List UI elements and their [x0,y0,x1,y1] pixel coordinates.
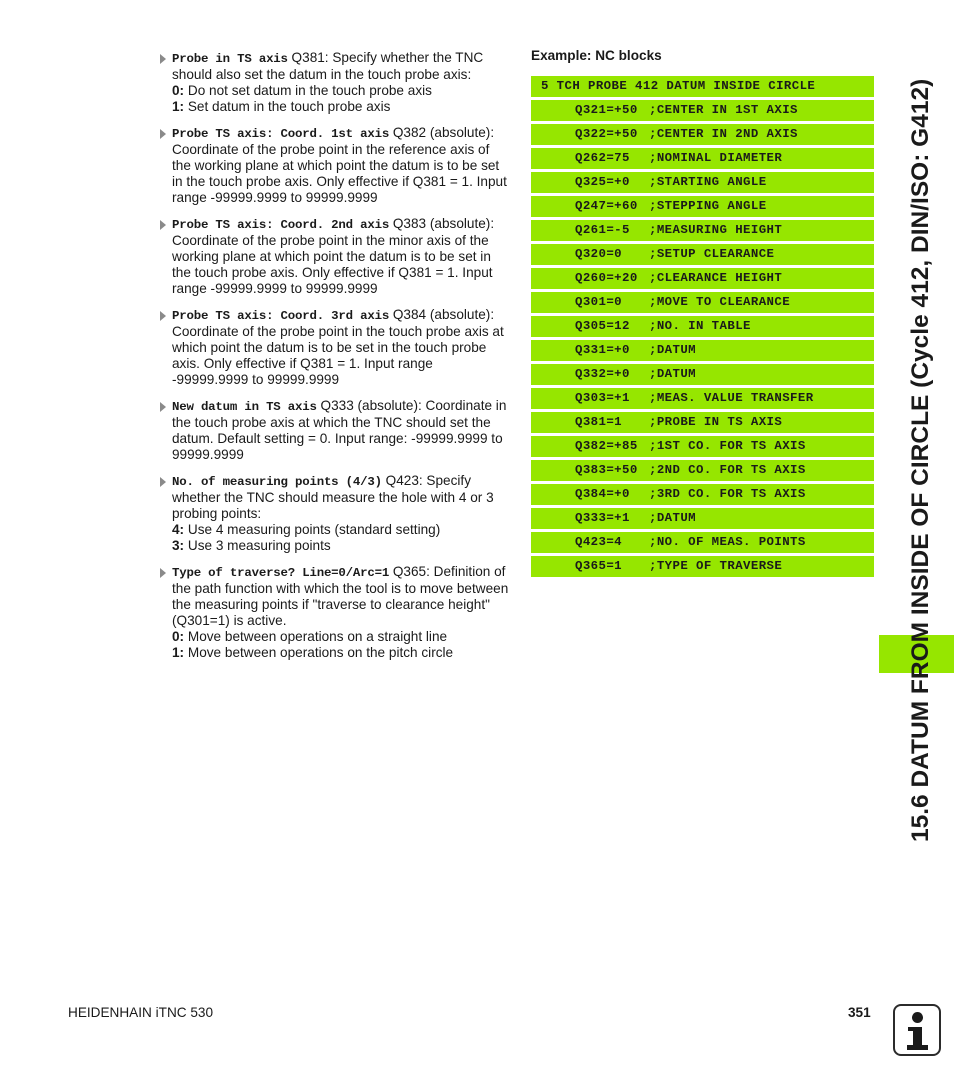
option-key: 1: [172,645,185,660]
nc-line [531,436,874,457]
nc-header-line: 5 TCH PROBE 412 DATUM INSIDE CIRCLE [531,76,874,97]
param-measuring-points [160,473,512,554]
param-option [172,629,512,645]
nc-line [531,388,874,409]
triangle-bullet-icon [160,129,166,139]
nc-code: Q303=+1 [575,391,630,405]
nc-line [531,460,874,481]
option-text: Move between operations on a straight line [184,629,448,644]
nc-code: Q331=+0 [575,343,630,357]
nc-line [531,172,874,193]
nc-line [531,532,874,553]
example-title: Example: NC blocks [531,48,662,63]
nc-code: Q321=+50 [575,103,638,117]
param-name: Probe TS axis: Coord. 2nd axis [172,218,390,232]
chapter-side-title [898,42,944,842]
option-key: 0: [172,629,185,644]
param-coord-2nd-axis [160,216,512,297]
param-name: Probe TS axis: Coord. 3rd axis [172,309,390,323]
triangle-bullet-icon [160,568,166,578]
param-coord-3rd-axis [160,307,512,388]
param-desc: Q333 (absolute): Coordinate in the touch probe axis at which the TNC should set the datum. Default setting = 0. Input range: -99999.9999 to 99999.9999 [172,398,507,462]
nc-line [531,316,874,337]
nc-comment: ;NOMINAL DIAMETER [649,151,783,165]
nc-code: Q322=+50 [575,127,638,141]
nc-line [531,556,874,577]
nc-comment: ;1ST CO. FOR TS AXIS [649,439,806,453]
nc-line [531,196,874,217]
option-key: 3: [172,538,185,553]
nc-comment: ;MEASURING HEIGHT [649,223,783,237]
param-name: No. of measuring points (4/3) [172,475,382,489]
triangle-bullet-icon [160,311,166,321]
option-key: 0: [172,83,185,98]
page-number: 351 [848,1005,871,1020]
nc-comment: ;SETUP CLEARANCE [649,247,775,261]
nc-comment: ;PROBE IN TS AXIS [649,415,783,429]
param-type-of-traverse [160,564,512,661]
nc-line [531,244,874,265]
nc-line [531,484,874,505]
triangle-bullet-icon [160,402,166,412]
nc-comment: ;MEAS. VALUE TRANSFER [649,391,814,405]
nc-code: Q383=+50 [575,463,638,477]
param-desc: Q384 (absolute): Coordinate of the probe point in the touch probe axis at which point the datum is to be set in the touch probe axis. Only effective if Q381 = 1. Input range -99999.9999 to 99999.9999 [172,307,504,387]
param-name: New datum in TS axis [172,400,317,414]
param-desc: Q381: Specify whether the TNC should also set the datum in the touch probe axis: [172,50,484,82]
nc-code: Q333=+1 [575,511,630,525]
option-text: Set datum in the touch probe axis [184,99,391,114]
param-name: Probe in TS axis [172,52,288,66]
nc-comment: ;DATUM [649,343,697,357]
nc-code: Q260=+20 [575,271,638,285]
param-desc: Q365: Definition of the path function with which the tool is to move between the measuring points if "traverse to clearance height" (Q301=1) is active. [172,564,509,628]
nc-code: Q423=4 [575,535,623,549]
nc-line [531,124,874,145]
nc-comment: ;CLEARANCE HEIGHT [649,271,783,285]
nc-code: Q384=+0 [575,487,630,501]
nc-line [531,508,874,529]
nc-comment: ;NO. IN TABLE [649,319,751,333]
nc-line [531,268,874,289]
nc-lines [531,100,874,577]
param-name: Type of traverse? Line=0/Arc=1 [172,566,390,580]
param-desc: Q382 (absolute): Coordinate of the probe point in the reference axis of the working plane at which point the datum is to be set in the touch probe axis. Only effective if Q381 = 1. Input range -99999.9999 to 99999.9999 [172,125,507,205]
nc-line [531,340,874,361]
info-icon [893,1004,941,1056]
nc-line [531,364,874,385]
nc-code: Q301=0 [575,295,623,309]
chapter-title-text: 15.6 DATUM FROM INSIDE OF CIRCLE (Cycle 412, DIN/ISO: G412) [907,78,934,842]
nc-comment: ;CENTER IN 1ST AXIS [649,103,798,117]
param-new-datum [160,398,512,463]
nc-line [531,292,874,313]
option-text: Use 3 measuring points [184,538,331,553]
param-desc: Q423: Specify whether the TNC should measure the hole with 4 or 3 probing points: [172,473,494,521]
param-probe-in-ts-axis [160,50,512,115]
nc-comment: ;STARTING ANGLE [649,175,767,189]
nc-comment: ;DATUM [649,367,697,381]
nc-code: Q381=1 [575,415,623,429]
nc-code: Q365=1 [575,559,623,573]
nc-code: Q332=+0 [575,367,630,381]
param-name: Probe TS axis: Coord. 1st axis [172,127,390,141]
nc-example [531,48,874,580]
footer-manual-name: HEIDENHAIN iTNC 530 [68,1005,214,1020]
param-option [172,538,512,554]
nc-code: Q320=0 [575,247,623,261]
nc-code: Q382=+85 [575,439,638,453]
nc-comment: ;NO. OF MEAS. POINTS [649,535,806,549]
nc-code: Q262=75 [575,151,630,165]
nc-code: Q305=12 [575,319,630,333]
option-text: Do not set datum in the touch probe axis [184,83,432,98]
option-text: Move between operations on the pitch circle [184,645,454,660]
parameter-list [160,50,512,671]
option-text: Use 4 measuring points (standard setting) [184,522,441,537]
nc-comment: ;CENTER IN 2ND AXIS [649,127,798,141]
param-coord-1st-axis [160,125,512,206]
option-key: 1: [172,99,185,114]
nc-comment: ;MOVE TO CLEARANCE [649,295,791,309]
nc-code: Q325=+0 [575,175,630,189]
nc-comment: ;TYPE OF TRAVERSE [649,559,783,573]
triangle-bullet-icon [160,477,166,487]
nc-comment: ;3RD CO. FOR TS AXIS [649,487,806,501]
nc-line [531,148,874,169]
param-option [172,522,512,538]
nc-code: Q261=-5 [575,223,630,237]
nc-line [531,100,874,121]
param-desc: Q383 (absolute): Coordinate of the probe point in the minor axis of the working plane at which point the datum is to be set in the touch probe axis. Only effective if Q381 = 1. Input range -99999.9999 to 99999.9999 [172,216,495,296]
nc-comment: ;STEPPING ANGLE [649,199,767,213]
nc-line [531,220,874,241]
triangle-bullet-icon [160,220,166,230]
param-option [172,83,512,99]
nc-comment: ;2ND CO. FOR TS AXIS [649,463,806,477]
param-option [172,645,512,661]
nc-comment: ;DATUM [649,511,697,525]
triangle-bullet-icon [160,54,166,64]
nc-code: Q247=+60 [575,199,638,213]
param-option [172,99,512,115]
nc-line [531,412,874,433]
option-key: 4: [172,522,185,537]
